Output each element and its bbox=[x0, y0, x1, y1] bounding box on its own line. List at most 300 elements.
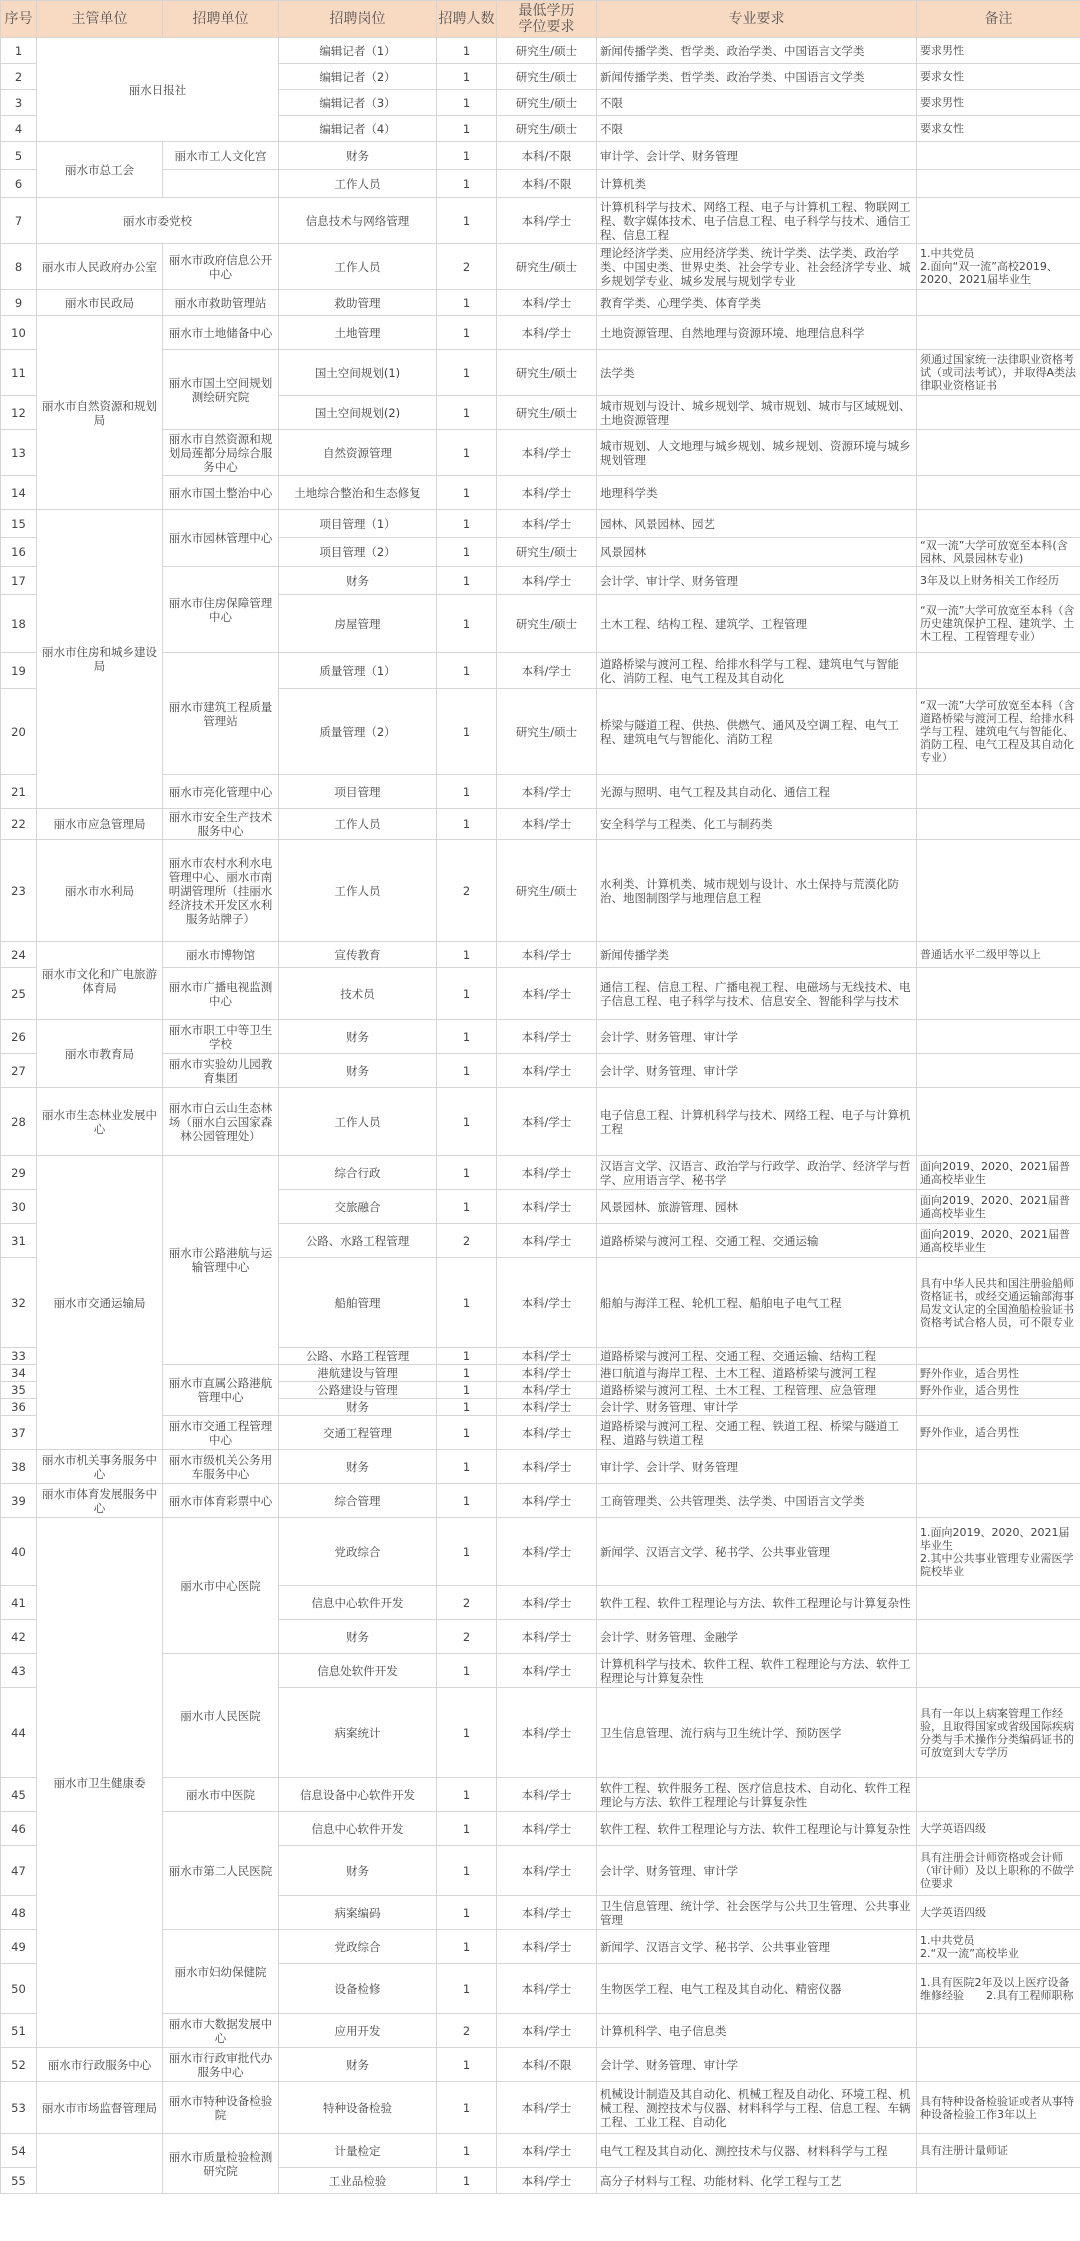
cell-major: 软件工程、软件工程理论与方法、软件工程理论与计算复杂性 bbox=[597, 1586, 917, 1620]
cell-note: 野外作业，适合男性 bbox=[917, 1365, 1080, 1382]
cell-unit: 丽水市实验幼儿园教育集团 bbox=[163, 1054, 279, 1088]
cell-unit bbox=[163, 170, 279, 198]
cell-dept: 丽水市总工会 bbox=[37, 142, 163, 198]
cell-post: 综合管理 bbox=[279, 1484, 437, 1518]
cell-no: 5 bbox=[1, 142, 37, 170]
cell-unit: 丽水市救助管理站 bbox=[163, 290, 279, 316]
cell-count: 2 bbox=[437, 840, 497, 942]
cell-no: 26 bbox=[1, 1020, 37, 1054]
cell-unit: 丽水市农村水利水电管理中心、丽水市南明湖管理所（挂丽水经济技术开发区水利服务站牌子） bbox=[163, 840, 279, 942]
cell-post: 计量检定 bbox=[279, 2134, 437, 2168]
cell-major: 电子信息工程、计算机科学与技术、网络工程、电子与计算机工程 bbox=[597, 1088, 917, 1156]
cell-count: 2 bbox=[437, 1224, 497, 1258]
cell-unit: 丽水市白云山生态林场（丽水白云国家森林公园管理处） bbox=[163, 1088, 279, 1156]
cell-post: 病案统计 bbox=[279, 1688, 437, 1778]
cell-edu: 本科/学士 bbox=[497, 2082, 597, 2134]
cell-major: 电气工程及其自动化、测控技术与仪器、材料科学与工程 bbox=[597, 2134, 917, 2168]
cell-unit: 丽水市级机关公务用车服务中心 bbox=[163, 1450, 279, 1484]
cell-edu: 本科/学士 bbox=[497, 2014, 597, 2048]
cell-post: 质量管理（2） bbox=[279, 689, 437, 775]
cell-edu: 本科/学士 bbox=[497, 1054, 597, 1088]
cell-count: 1 bbox=[437, 1020, 497, 1054]
cell-note bbox=[917, 316, 1080, 350]
cell-note: 具有特种设备检验证或者从事特种设备检验工作3年以上 bbox=[917, 2082, 1080, 2134]
cell-post: 病案编码 bbox=[279, 1896, 437, 1930]
cell-major: 软件工程、软件工程理论与方法、软件工程理论与计算复杂性 bbox=[597, 1812, 917, 1846]
cell-post: 党政综合 bbox=[279, 1518, 437, 1586]
cell-post: 交通工程管理 bbox=[279, 1416, 437, 1450]
cell-edu: 研究生/硕士 bbox=[497, 350, 597, 396]
cell-edu: 本科/学士 bbox=[497, 1156, 597, 1190]
cell-post: 自然资源管理 bbox=[279, 430, 437, 476]
cell-major: 计算机科学与技术、网络工程、电子与计算机工程、物联网工程、数字媒体技术、电子信息工程、电子科学与技术、通信工程、信息工程 bbox=[597, 198, 917, 244]
cell-no: 55 bbox=[1, 2168, 37, 2194]
cell-no: 32 bbox=[1, 1258, 37, 1348]
cell-post: 信息技术与网络管理 bbox=[279, 198, 437, 244]
cell-count: 1 bbox=[437, 2082, 497, 2134]
cell-edu: 本科/学士 bbox=[497, 1930, 597, 1964]
cell-no: 19 bbox=[1, 653, 37, 689]
cell-note bbox=[917, 1054, 1080, 1088]
cell-edu: 本科/学士 bbox=[497, 942, 597, 968]
cell-edu: 本科/学士 bbox=[497, 1258, 597, 1348]
cell-no: 27 bbox=[1, 1054, 37, 1088]
cell-note: 面向2019、2020、2021届普通高校毕业生 bbox=[917, 1190, 1080, 1224]
table-row bbox=[1, 567, 1080, 595]
cell-post: 财务 bbox=[279, 1450, 437, 1484]
cell-count: 1 bbox=[437, 1450, 497, 1484]
cell-dept: 丽水市行政服务中心 bbox=[37, 2048, 163, 2082]
cell-note: 具有注册会计师资格或会计师（审计师）及以上职称的不做学位要求 bbox=[917, 1846, 1080, 1896]
cell-edu: 本科/学士 bbox=[497, 1484, 597, 1518]
cell-note: “双一流”大学可放宽至本科（含历史建筑保护工程、建筑学、土木工程、工程管理专业） bbox=[917, 595, 1080, 653]
cell-major: 计算机科学与技术、软件工程、软件工程理论与方法、软件工程理论与计算复杂性 bbox=[597, 1654, 917, 1688]
cell-dept: 丽水市教育局 bbox=[37, 1020, 163, 1088]
cell-edu: 本科/学士 bbox=[497, 510, 597, 538]
cell-edu: 研究生/硕士 bbox=[497, 595, 597, 653]
cell-major: 道路桥梁与渡河工程、交通工程、交通运输 bbox=[597, 1224, 917, 1258]
cell-edu: 本科/不限 bbox=[497, 142, 597, 170]
cell-edu: 本科/学士 bbox=[497, 1416, 597, 1450]
cell-post: 工作人员 bbox=[279, 170, 437, 198]
cell-unit: 丽水市人民医院 bbox=[163, 1654, 279, 1778]
header-major: 专业要求 bbox=[597, 1, 917, 38]
cell-unit: 丽水市体育彩票中心 bbox=[163, 1484, 279, 1518]
cell-edu: 本科/学士 bbox=[497, 1450, 597, 1484]
cell-edu: 本科/学士 bbox=[497, 1896, 597, 1930]
cell-edu: 本科/学士 bbox=[497, 430, 597, 476]
cell-major: 教育学类、心理学类、体育学类 bbox=[597, 290, 917, 316]
cell-major: 会计学、财务管理、审计学 bbox=[597, 2048, 917, 2082]
cell-major: 新闻传播学类、哲学类、政治学类、中国语言文学类 bbox=[597, 64, 917, 90]
table-row bbox=[1, 1156, 1080, 1190]
cell-post: 工业品检验 bbox=[279, 2168, 437, 2194]
cell-note bbox=[917, 1778, 1080, 1812]
header-unit: 招聘单位 bbox=[163, 1, 279, 38]
cell-count: 1 bbox=[437, 1896, 497, 1930]
cell-edu: 本科/学士 bbox=[497, 1088, 597, 1156]
cell-no: 38 bbox=[1, 1450, 37, 1484]
cell-unit: 丽水市中医院 bbox=[163, 1778, 279, 1812]
cell-major: 计算机类 bbox=[597, 170, 917, 198]
cell-count: 1 bbox=[437, 198, 497, 244]
table-body bbox=[1, 38, 1080, 2194]
cell-edu: 本科/学士 bbox=[497, 2168, 597, 2194]
cell-major: 机械设计制造及其自动化、机械工程及自动化、环境工程、机械工程、测控技术与仪器、材料科学与工程、信息工程、车辆工程、工业工程、自动化 bbox=[597, 2082, 917, 2134]
cell-post: 公路、水路工程管理 bbox=[279, 1224, 437, 1258]
table-row bbox=[1, 350, 1080, 396]
cell-post: 编辑记者（1） bbox=[279, 38, 437, 64]
cell-note: “双一流”大学可放宽至本科(含园林、风景园林专业) bbox=[917, 538, 1080, 567]
cell-count: 1 bbox=[437, 1688, 497, 1778]
cell-post: 国土空间规划(1) bbox=[279, 350, 437, 396]
cell-major: 港口航道与海岸工程、土木工程、道路桥梁与渡河工程 bbox=[597, 1365, 917, 1382]
cell-note: 1.中共党员 2.“双一流”高校毕业 bbox=[917, 1930, 1080, 1964]
cell-post: 综合行政 bbox=[279, 1156, 437, 1190]
cell-post: 信息设备中心软件开发 bbox=[279, 1778, 437, 1812]
cell-edu: 本科/学士 bbox=[497, 1518, 597, 1586]
cell-dept: 丽水市生态林业发展中心 bbox=[37, 1088, 163, 1156]
cell-no: 12 bbox=[1, 396, 37, 430]
cell-unit: 丽水市职工中等卫生学校 bbox=[163, 1020, 279, 1054]
cell-major: 风景园林、旅游管理、园林 bbox=[597, 1190, 917, 1224]
cell-note bbox=[917, 1348, 1080, 1365]
cell-count: 1 bbox=[437, 1846, 497, 1896]
cell-edu: 本科/学士 bbox=[497, 1365, 597, 1382]
cell-note bbox=[917, 968, 1080, 1020]
cell-unit: 丽水市园林管理中心 bbox=[163, 510, 279, 567]
cell-dept: 丽水市水利局 bbox=[37, 840, 163, 942]
cell-count: 1 bbox=[437, 142, 497, 170]
cell-major: 审计学、会计学、财务管理 bbox=[597, 1450, 917, 1484]
cell-no: 53 bbox=[1, 2082, 37, 2134]
cell-major: 新闻学、汉语言文学、秘书学、公共事业管理 bbox=[597, 1930, 917, 1964]
cell-edu: 本科/学士 bbox=[497, 1620, 597, 1654]
cell-major: 土地资源管理、自然地理与资源环境、地理信息科学 bbox=[597, 316, 917, 350]
cell-note: 具有一年以上病案管理工作经验，且取得国家或省级国际疾病分类与手术操作分类编码证书的可放宽到大专学历 bbox=[917, 1688, 1080, 1778]
cell-edu: 本科/学士 bbox=[497, 1778, 597, 1812]
cell-count: 2 bbox=[437, 1586, 497, 1620]
table-row bbox=[1, 198, 1080, 244]
cell-note bbox=[917, 653, 1080, 689]
cell-count: 1 bbox=[437, 1484, 497, 1518]
cell-note: 要求女性 bbox=[917, 116, 1080, 142]
cell-no: 3 bbox=[1, 90, 37, 116]
cell-major: 审计学、会计学、财务管理 bbox=[597, 142, 917, 170]
cell-count: 1 bbox=[437, 510, 497, 538]
cell-major: 风景园林 bbox=[597, 538, 917, 567]
cell-note bbox=[917, 430, 1080, 476]
cell-edu: 本科/学士 bbox=[497, 775, 597, 809]
cell-no: 33 bbox=[1, 1348, 37, 1365]
table-row bbox=[1, 2134, 1080, 2168]
cell-note: 面向2019、2020、2021届普通高校毕业生 bbox=[917, 1156, 1080, 1190]
cell-note bbox=[917, 1586, 1080, 1620]
cell-major: 不限 bbox=[597, 116, 917, 142]
table-row bbox=[1, 1778, 1080, 1812]
cell-major: 新闻学、汉语言文学、秘书学、公共事业管理 bbox=[597, 1518, 917, 1586]
cell-note bbox=[917, 1399, 1080, 1416]
cell-no: 49 bbox=[1, 1930, 37, 1964]
cell-no: 9 bbox=[1, 290, 37, 316]
cell-post: 信息处软件开发 bbox=[279, 1654, 437, 1688]
cell-post: 工作人员 bbox=[279, 809, 437, 840]
cell-edu: 本科/学士 bbox=[497, 653, 597, 689]
cell-no: 40 bbox=[1, 1518, 37, 1586]
cell-unit: 丽水市亮化管理中心 bbox=[163, 775, 279, 809]
cell-major: 通信工程、信息工程、广播电视工程、电磁场与无线技术、电子信息工程、电子科学与技术、信息安全、智能科学与技术 bbox=[597, 968, 917, 1020]
cell-unit: 丽水市国土整治中心 bbox=[163, 476, 279, 510]
cell-count: 1 bbox=[437, 1778, 497, 1812]
cell-no: 21 bbox=[1, 775, 37, 809]
table-row bbox=[1, 1054, 1080, 1088]
cell-count: 1 bbox=[437, 396, 497, 430]
cell-post: 信息中心软件开发 bbox=[279, 1812, 437, 1846]
cell-post: 船舶管理 bbox=[279, 1258, 437, 1348]
cell-note bbox=[917, 1620, 1080, 1654]
table-row bbox=[1, 1518, 1080, 1586]
cell-unit: 丽水市广播电视监测中心 bbox=[163, 968, 279, 1020]
cell-post: 国土空间规划(2) bbox=[279, 396, 437, 430]
cell-no: 20 bbox=[1, 689, 37, 775]
cell-count: 1 bbox=[437, 538, 497, 567]
cell-edu: 本科/学士 bbox=[497, 1846, 597, 1896]
cell-note: 野外作业，适合男性 bbox=[917, 1382, 1080, 1399]
cell-count: 1 bbox=[437, 476, 497, 510]
cell-no: 44 bbox=[1, 1688, 37, 1778]
cell-note bbox=[917, 809, 1080, 840]
cell-post: 财务 bbox=[279, 567, 437, 595]
cell-edu: 本科/学士 bbox=[497, 1399, 597, 1416]
cell-count: 1 bbox=[437, 350, 497, 396]
cell-post: 公路、水路工程管理 bbox=[279, 1348, 437, 1365]
cell-edu: 研究生/硕士 bbox=[497, 38, 597, 64]
cell-edu: 本科/学士 bbox=[497, 2134, 597, 2168]
cell-major: 工商管理类、公共管理类、法学类、中国语言文学类 bbox=[597, 1484, 917, 1518]
cell-major: 水利类、计算机类、城市规划与设计、水土保持与荒漠化防治、地图制图学与地理信息工程 bbox=[597, 840, 917, 942]
cell-dept: 丽水市交通运输局 bbox=[37, 1156, 163, 1450]
cell-count: 1 bbox=[437, 1399, 497, 1416]
cell-unit: 丽水市住房保障管理中心 bbox=[163, 567, 279, 653]
cell-post: 项目管理（1） bbox=[279, 510, 437, 538]
cell-major: 地理科学类 bbox=[597, 476, 917, 510]
cell-note bbox=[917, 840, 1080, 942]
cell-no: 15 bbox=[1, 510, 37, 538]
cell-no: 47 bbox=[1, 1846, 37, 1896]
cell-unit: 丽水市特种设备检验院 bbox=[163, 2082, 279, 2134]
cell-note bbox=[917, 1654, 1080, 1688]
cell-count: 1 bbox=[437, 1382, 497, 1399]
cell-note: 野外作业，适合男性 bbox=[917, 1416, 1080, 1450]
cell-major: 安全科学与工程类、化工与制药类 bbox=[597, 809, 917, 840]
table-row bbox=[1, 1416, 1080, 1450]
cell-no: 52 bbox=[1, 2048, 37, 2082]
cell-count: 1 bbox=[437, 1054, 497, 1088]
cell-no: 23 bbox=[1, 840, 37, 942]
cell-unit: 丽水市直属公路港航管理中心 bbox=[163, 1365, 279, 1416]
cell-dept: 丽水市文化和广电旅游体育局 bbox=[37, 942, 163, 1020]
cell-edu: 本科/学士 bbox=[497, 1586, 597, 1620]
cell-note: “双一流”大学可放宽至本科（含道路桥梁与渡河工程、给排水科学与工程、建筑电气与智能化、消防工程、电气工程及其自动化专业） bbox=[917, 689, 1080, 775]
cell-count: 1 bbox=[437, 567, 497, 595]
cell-post: 编辑记者（3） bbox=[279, 90, 437, 116]
cell-note bbox=[917, 2168, 1080, 2194]
cell-count: 1 bbox=[437, 1812, 497, 1846]
cell-edu: 本科/学士 bbox=[497, 290, 597, 316]
table-row bbox=[1, 476, 1080, 510]
cell-post: 财务 bbox=[279, 1399, 437, 1416]
cell-no: 42 bbox=[1, 1620, 37, 1654]
cell-post: 财务 bbox=[279, 2048, 437, 2082]
cell-edu: 研究生/硕士 bbox=[497, 116, 597, 142]
cell-count: 1 bbox=[437, 809, 497, 840]
cell-no: 39 bbox=[1, 1484, 37, 1518]
header-no: 序号 bbox=[1, 1, 37, 38]
cell-post: 工作人员 bbox=[279, 1088, 437, 1156]
cell-post: 工作人员 bbox=[279, 840, 437, 942]
cell-count: 1 bbox=[437, 1365, 497, 1382]
cell-edu: 研究生/硕士 bbox=[497, 244, 597, 290]
cell-count: 1 bbox=[437, 1416, 497, 1450]
table-row bbox=[1, 142, 1080, 170]
cell-post: 特种设备检验 bbox=[279, 2082, 437, 2134]
cell-post: 财务 bbox=[279, 1620, 437, 1654]
cell-edu: 本科/不限 bbox=[497, 170, 597, 198]
cell-post: 设备检修 bbox=[279, 1964, 437, 2014]
cell-count: 1 bbox=[437, 1156, 497, 1190]
cell-post: 土地综合整治和生态修复 bbox=[279, 476, 437, 510]
cell-no: 6 bbox=[1, 170, 37, 198]
table-row bbox=[1, 2082, 1080, 2134]
cell-major: 土木工程、结构工程、建筑学、工程管理 bbox=[597, 595, 917, 653]
cell-no: 16 bbox=[1, 538, 37, 567]
cell-note: 要求男性 bbox=[917, 90, 1080, 116]
cell-no: 22 bbox=[1, 809, 37, 840]
cell-major: 会计学、财务管理、金融学 bbox=[597, 1620, 917, 1654]
cell-unit: 丽水市中心医院 bbox=[163, 1518, 279, 1654]
cell-no: 1 bbox=[1, 38, 37, 64]
cell-major: 船舶与海洋工程、轮机工程、船舶电子电气工程 bbox=[597, 1258, 917, 1348]
cell-edu: 本科/学士 bbox=[497, 198, 597, 244]
cell-no: 41 bbox=[1, 1586, 37, 1620]
cell-note: 1.面向2019、2020、2021届毕业生 2.其中公共事业管理专业需医学院校毕业 bbox=[917, 1518, 1080, 1586]
cell-edu: 研究生/硕士 bbox=[497, 396, 597, 430]
cell-unit: 丽水市大数据发展中心 bbox=[163, 2014, 279, 2048]
cell-post: 公路建设与管理 bbox=[279, 1382, 437, 1399]
cell-note bbox=[917, 396, 1080, 430]
cell-edu: 本科/学士 bbox=[497, 1812, 597, 1846]
cell-edu: 研究生/硕士 bbox=[497, 64, 597, 90]
cell-post: 财务 bbox=[279, 1020, 437, 1054]
cell-major: 桥梁与隧道工程、供热、供燃气、通风及空调工程、电气工程、建筑电气与智能化、消防工程 bbox=[597, 689, 917, 775]
cell-count: 1 bbox=[437, 1964, 497, 2014]
cell-post: 应用开发 bbox=[279, 2014, 437, 2048]
header-row bbox=[1, 1, 1080, 38]
cell-no: 8 bbox=[1, 244, 37, 290]
cell-no: 24 bbox=[1, 942, 37, 968]
cell-edu: 本科/学士 bbox=[497, 567, 597, 595]
cell-major: 会计学、财务管理、审计学 bbox=[597, 1399, 917, 1416]
cell-major: 新闻传播学类、哲学类、政治学类、中国语言文学类 bbox=[597, 38, 917, 64]
cell-note: 面向2019、2020、2021届普通高校毕业生 bbox=[917, 1224, 1080, 1258]
cell-unit: 丽水市第二人民医院 bbox=[163, 1812, 279, 1930]
cell-no: 54 bbox=[1, 2134, 37, 2168]
table-row bbox=[1, 244, 1080, 290]
cell-note bbox=[917, 476, 1080, 510]
cell-count: 1 bbox=[437, 1088, 497, 1156]
table-row bbox=[1, 38, 1080, 64]
cell-edu: 本科/学士 bbox=[497, 968, 597, 1020]
cell-major: 软件工程、软件服务工程、医疗信息技术、自动化、软件工程理论与方法、软件工程理论与计算复杂性 bbox=[597, 1778, 917, 1812]
table-row bbox=[1, 809, 1080, 840]
cell-count: 1 bbox=[437, 968, 497, 1020]
cell-no: 29 bbox=[1, 1156, 37, 1190]
cell-major: 卫生信息管理、统计学、社会医学与公共卫生管理、公共事业管理 bbox=[597, 1896, 917, 1930]
cell-dept: 丽水日报社 bbox=[37, 38, 279, 142]
header-edu-line1: 最低学历 bbox=[518, 3, 575, 19]
cell-post: 编辑记者（2） bbox=[279, 64, 437, 90]
cell-major: 计算机科学、电子信息类 bbox=[597, 2014, 917, 2048]
cell-count: 2 bbox=[437, 244, 497, 290]
cell-no: 11 bbox=[1, 350, 37, 396]
cell-count: 1 bbox=[437, 2134, 497, 2168]
cell-unit: 丽水市自然资源和规划局莲都分局综合服务中心 bbox=[163, 430, 279, 476]
cell-note: 具有注册计量师证 bbox=[917, 2134, 1080, 2168]
table-row bbox=[1, 2048, 1080, 2082]
cell-count: 1 bbox=[437, 116, 497, 142]
cell-edu: 本科/不限 bbox=[497, 2048, 597, 2082]
cell-major: 道路桥梁与渡河工程、土木工程、工程管理、应急管理 bbox=[597, 1382, 917, 1399]
cell-note: 要求男性 bbox=[917, 38, 1080, 64]
cell-unit: 丽水市行政审批代办服务中心 bbox=[163, 2048, 279, 2082]
cell-major: 不限 bbox=[597, 90, 917, 116]
cell-count: 1 bbox=[437, 653, 497, 689]
cell-edu: 研究生/硕士 bbox=[497, 840, 597, 942]
header-note: 备注 bbox=[917, 1, 1080, 38]
cell-no: 30 bbox=[1, 1190, 37, 1224]
cell-unit: 丽水市工人文化宫 bbox=[163, 142, 279, 170]
cell-no: 51 bbox=[1, 2014, 37, 2048]
cell-post: 财务 bbox=[279, 1846, 437, 1896]
cell-note: 普通话水平二级甲等以上 bbox=[917, 942, 1080, 968]
cell-dept: 丽水市住房和城乡建设局 bbox=[37, 510, 163, 809]
header-edu-line2: 学位要求 bbox=[518, 19, 575, 35]
cell-major: 卫生信息管理、流行病与卫生统计学、预防医学 bbox=[597, 1688, 917, 1778]
cell-note bbox=[917, 1088, 1080, 1156]
cell-no: 46 bbox=[1, 1812, 37, 1846]
table-row bbox=[1, 170, 1080, 198]
table-row bbox=[1, 316, 1080, 350]
cell-dept bbox=[37, 2134, 163, 2194]
table-row bbox=[1, 1930, 1080, 1964]
cell-count: 1 bbox=[437, 689, 497, 775]
cell-count: 1 bbox=[437, 38, 497, 64]
cell-no: 7 bbox=[1, 198, 37, 244]
cell-edu: 研究生/硕士 bbox=[497, 689, 597, 775]
cell-dept: 丽水市体育发展服务中心 bbox=[37, 1484, 163, 1518]
table-row bbox=[1, 1088, 1080, 1156]
cell-no: 43 bbox=[1, 1654, 37, 1688]
cell-count: 1 bbox=[437, 1518, 497, 1586]
cell-note bbox=[917, 2048, 1080, 2082]
table-row bbox=[1, 1812, 1080, 1846]
cell-note bbox=[917, 2014, 1080, 2048]
cell-edu: 本科/学士 bbox=[497, 1964, 597, 2014]
cell-unit: 丽水市建筑工程质量管理站 bbox=[163, 653, 279, 775]
table-row bbox=[1, 942, 1080, 968]
cell-post: 项目管理 bbox=[279, 775, 437, 809]
cell-count: 1 bbox=[437, 2168, 497, 2194]
